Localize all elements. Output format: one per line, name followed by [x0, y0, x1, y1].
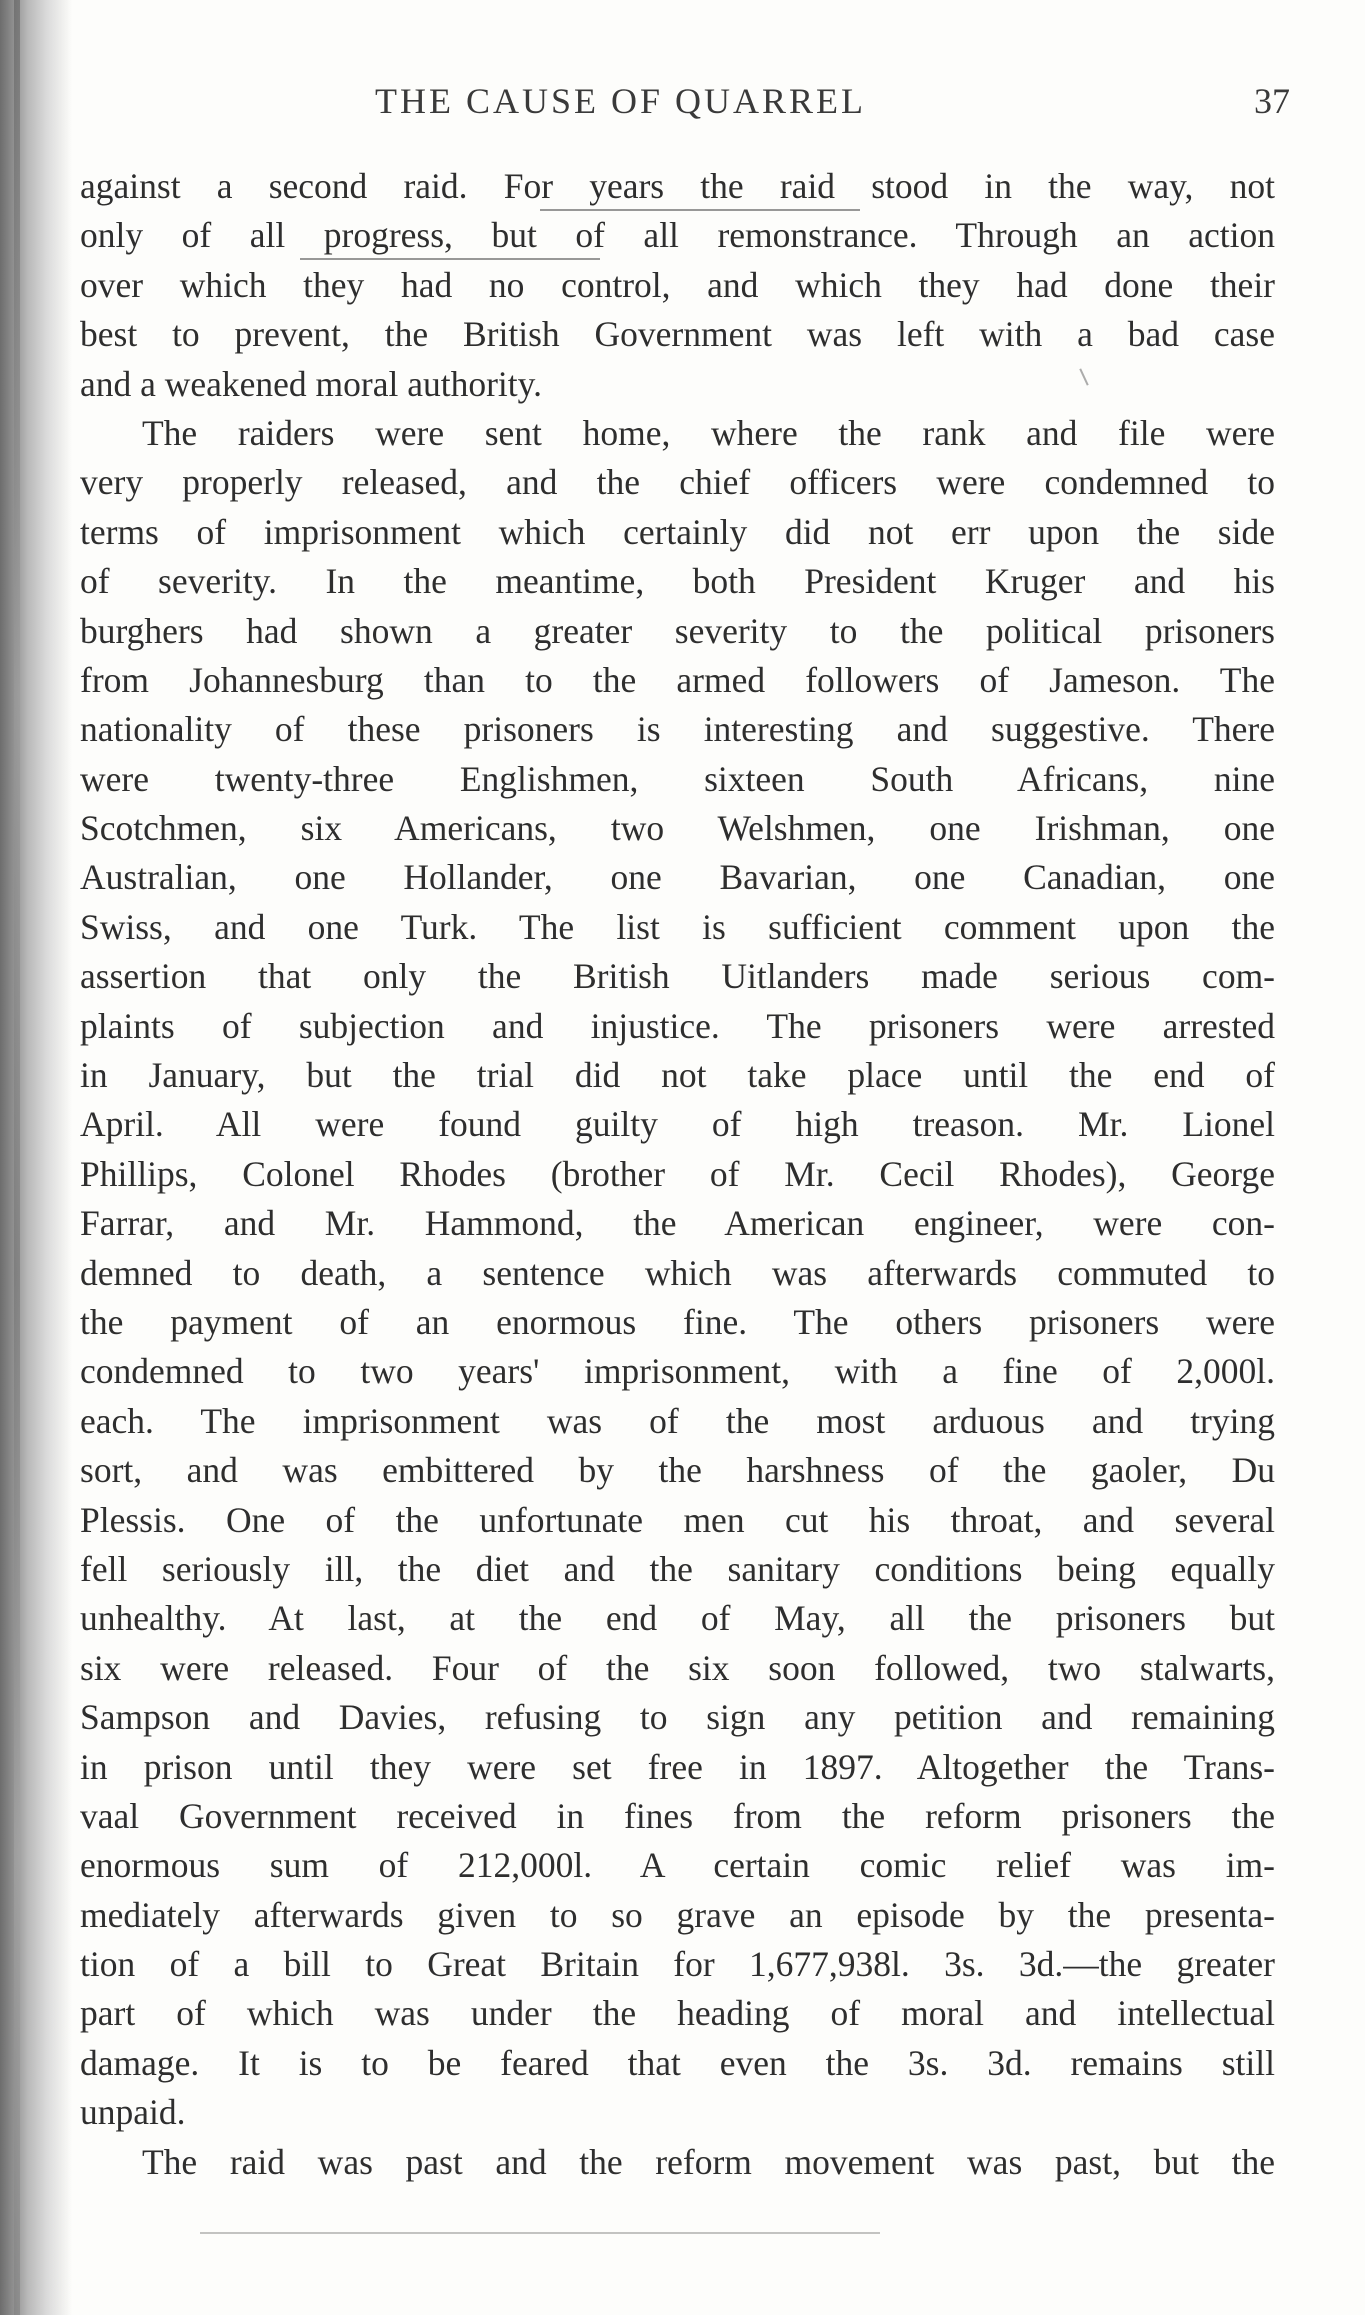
text-line: fell seriously ill, the diet and the sanitary conditions being equally [80, 1548, 1275, 1589]
text-line: mediately afterwards given to so grave an episode by the presenta- [80, 1894, 1275, 1935]
text-line: vaal Government received in fines from the reform prisoners the [80, 1795, 1275, 1836]
text-line: Scotchmen, six Americans, two Welshmen, one Irishman, one [80, 808, 1275, 849]
text-line: tion of a bill to Great Britain for 1,677,938l. 3s. 3d.—the greater [80, 1944, 1275, 1985]
text-line: nationality of these prisoners is interesting and suggestive. There [80, 709, 1275, 750]
page-header [80, 72, 1290, 122]
paragraph-start-line: The raid was past and the reform movement was past, but the [142, 2141, 1275, 2182]
text-line: part of which was under the heading of moral and intellectual [80, 1993, 1275, 2034]
text-line: Phillips, Colonel Rhodes (brother of Mr. Cecil Rhodes), George [80, 1153, 1275, 1194]
text-line: best to prevent, the British Government was left with a bad case [80, 314, 1275, 355]
page-number: 37 [1254, 81, 1290, 121]
text-line: from Johannesburg than to the armed followers of Jameson. The [80, 659, 1275, 700]
scan-binding-streak [14, 0, 20, 2315]
text-line: damage. It is to be feared that even the 3s. 3d. remains still [80, 2042, 1275, 2083]
text-line: of severity. In the meantime, both President Kruger and his [80, 561, 1275, 602]
text-line: demned to death, a sentence which was afterwards commuted to [80, 1252, 1275, 1293]
text-line: sort, and was embittered by the harshness of the gaoler, Du [80, 1450, 1275, 1491]
text-line: over which they had no control, and which they had done their [80, 264, 1275, 305]
text-line: April. All were found guilty of high treason. Mr. Lionel [80, 1104, 1275, 1145]
text-line: Australian, one Hollander, one Bavarian, one Canadian, one [80, 857, 1275, 898]
pencil-underline [200, 2232, 880, 2234]
paragraph-start-line: The raiders were sent home, where the rank and file were [142, 412, 1275, 453]
text-line: and a weakened moral authority. [80, 363, 542, 404]
scan-gutter-shadow [0, 0, 72, 2315]
text-line: very properly released, and the chief officers were condemned to [80, 462, 1275, 503]
text-line: enormous sum of 212,000l. A certain comic relief was im- [80, 1845, 1275, 1886]
text-line: Swiss, and one Turk. The list is sufficient comment upon the [80, 906, 1275, 947]
text-line: in prison until they were set free in 1897. Altogether the Trans- [80, 1746, 1275, 1787]
text-line: against a second raid. For years the raid stood in the way, not [80, 166, 1275, 206]
text-line: unhealthy. At last, at the end of May, all the prisoners but [80, 1598, 1275, 1639]
text-line: Sampson and Davies, refusing to sign any petition and remaining [80, 1697, 1275, 1738]
text-line: plaints of subjection and injustice. The prisoners were arrested [80, 1005, 1275, 1046]
text-line: assertion that only the British Uitlanders made serious com- [80, 956, 1275, 997]
text-line: six were released. Four of the six soon followed, two stalwarts, [80, 1647, 1275, 1688]
text-line: were twenty-three Englishmen, sixteen South Africans, nine [80, 758, 1275, 799]
text-line: terms of imprisonment which certainly did not err upon the side [80, 511, 1275, 552]
text-line: only of all progress, but of all remonstrance. Through an action [80, 215, 1275, 256]
text-line: unpaid. [80, 2092, 186, 2133]
text-line: Farrar, and Mr. Hammond, the American engineer, were con- [80, 1203, 1275, 1244]
text-line: in January, but the trial did not take place until the end of [80, 1055, 1275, 1096]
body-text [80, 162, 1275, 2187]
running-head: THE CAUSE OF QUARREL [375, 81, 867, 121]
text-line: condemned to two years' imprisonment, with a fine of 2,000l. [80, 1351, 1275, 1392]
text-line: the payment of an enormous fine. The others prisoners were [80, 1301, 1275, 1342]
text-line: Plessis. One of the unfortunate men cut his throat, and several [80, 1499, 1275, 1540]
text-line: burghers had shown a greater severity to the political prisoners [80, 610, 1275, 651]
text-line: each. The imprisonment was of the most arduous and trying [80, 1400, 1275, 1441]
